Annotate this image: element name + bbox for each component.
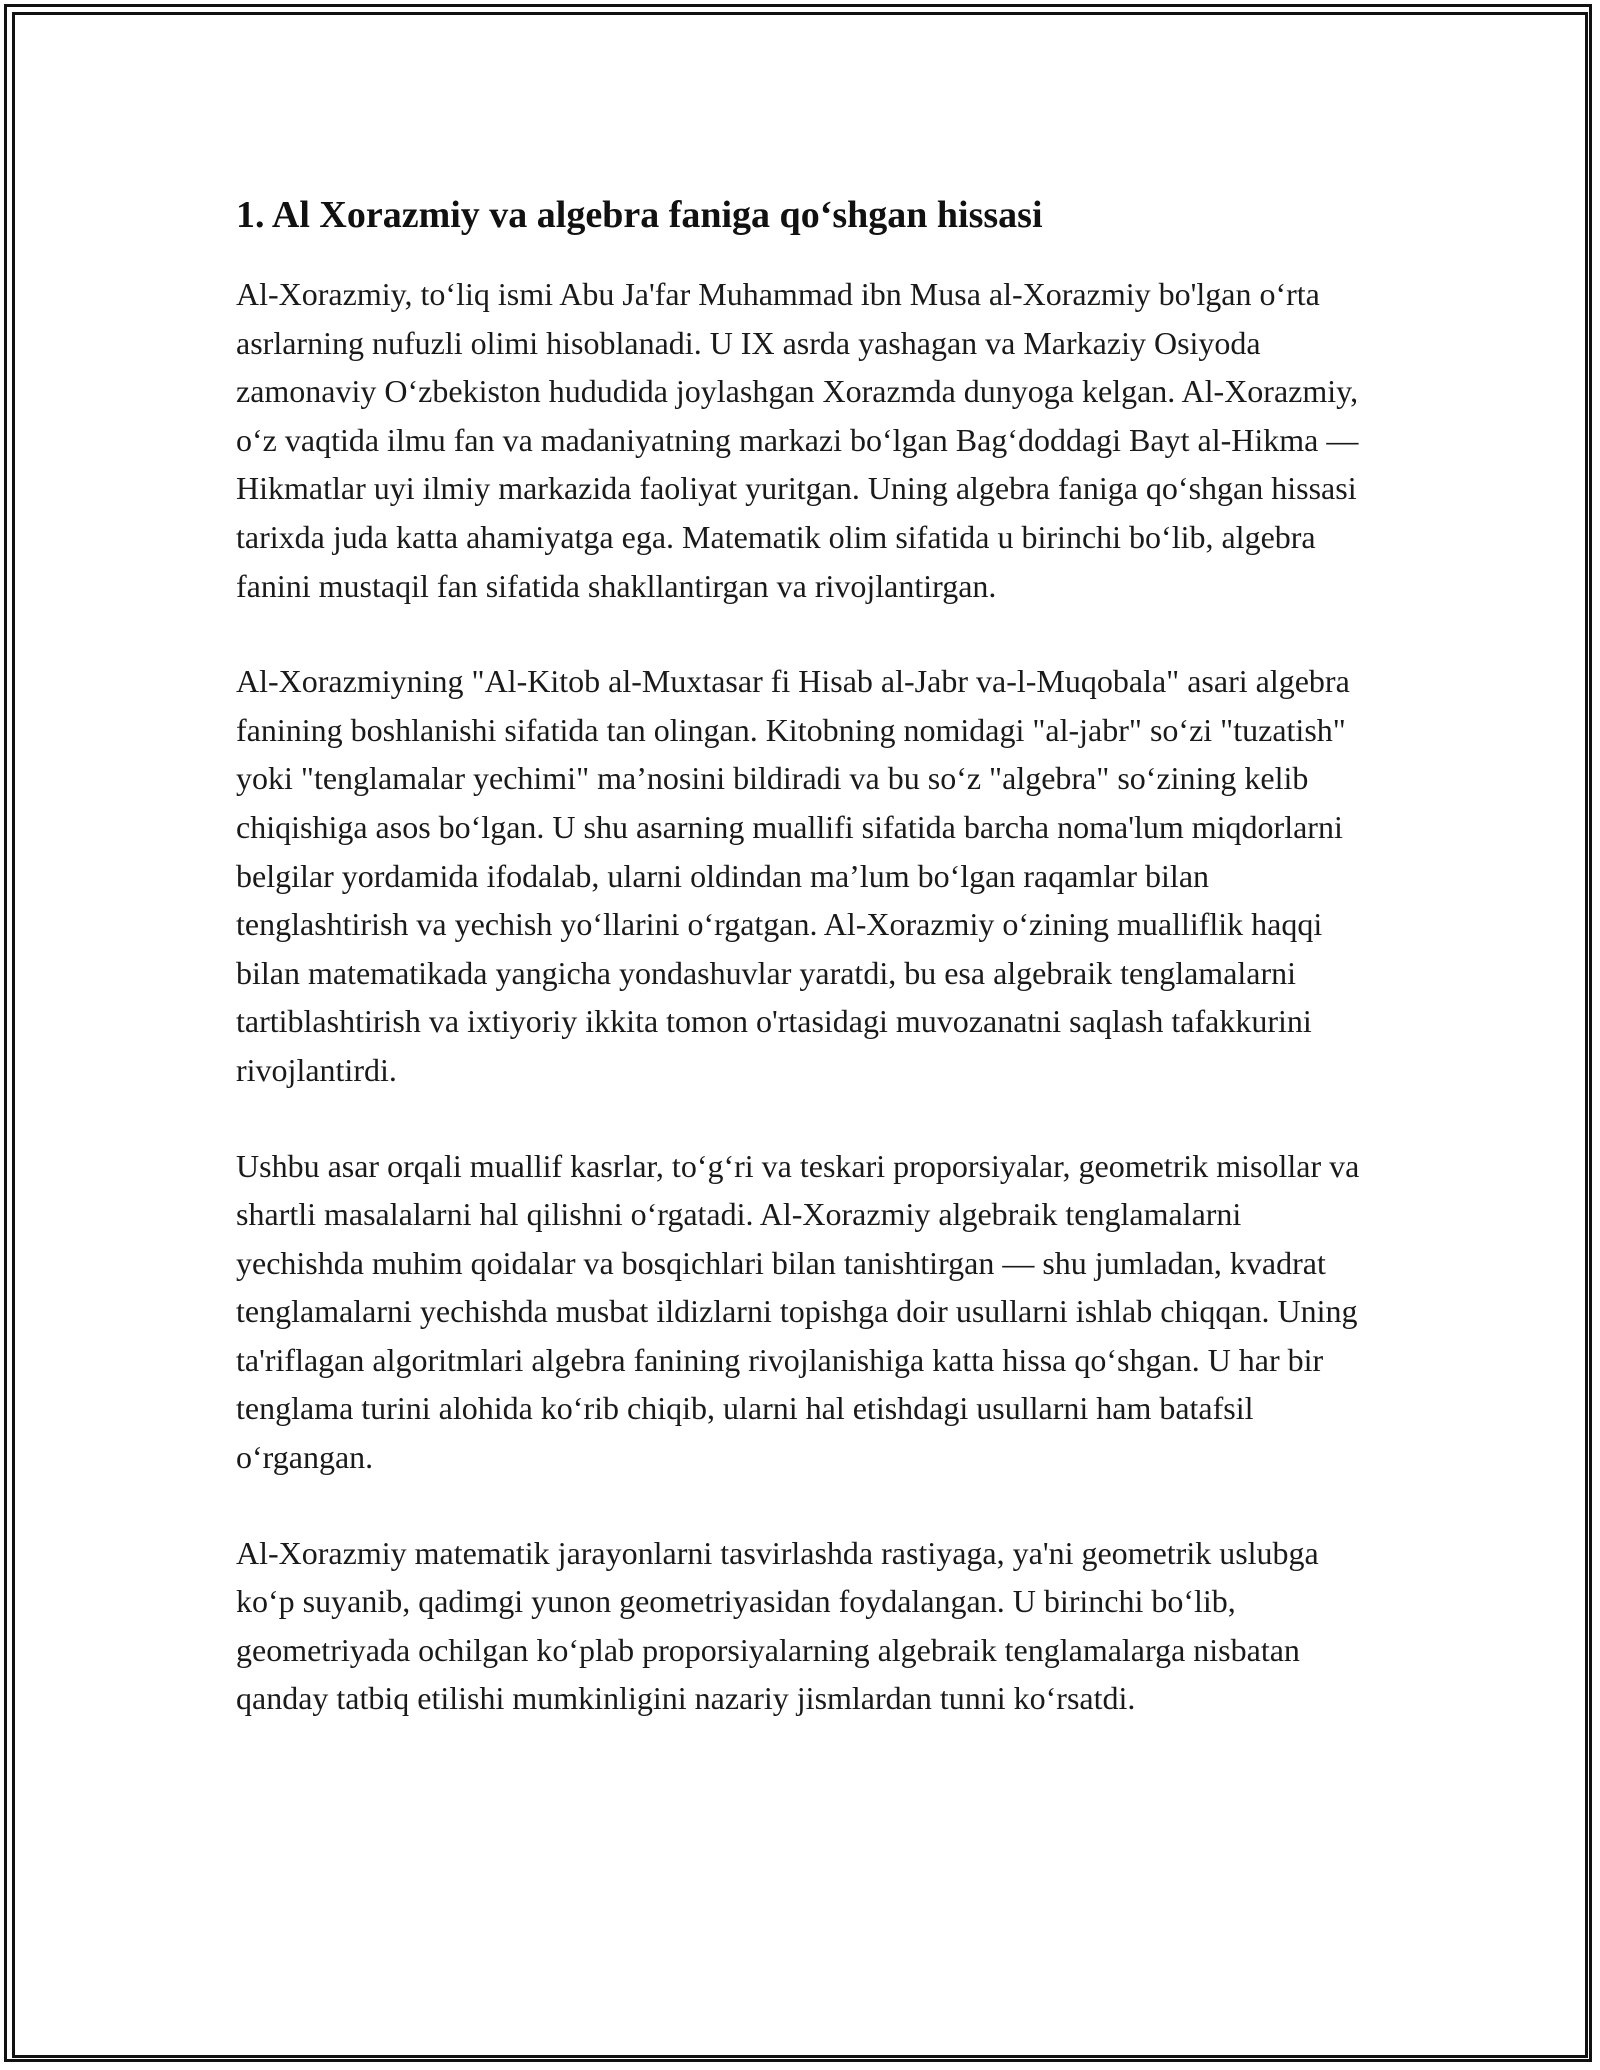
paragraph-2: Al-Xorazmiyning "Al-Kitob al-Muxtasar fi Hisab al-Jabr va-l-Muqobala" asari algebra fanining boshlanishi sifatida tan olingan. Kitobning nomidagi "al-jabr" so‘zi "tuzatish" yoki "tenglamalar yechimi" ma’nosini bildiradi va bu so‘z "algebra" so‘zining kelib chiqishiga asos bo‘lgan. U shu asarning muallifi sifatida barcha noma'lum miqdorlarni belgilar yordamida ifodalab, ularni oldindan ma’lum bo‘lgan raqamlar bilan tenglashtirish va yechish yo‘llarini o‘rgatgan. Al-Xorazmiy o‘zining mualliflik haqqi bilan matematikada yangicha yondashuvlar yaratdi, bu esa algebraik tenglamalarni tartiblashtirish va ixtiyoriy ikkita tomon o'rtasidagi muvozanatni saqlash tafakkurini rivojlantirdi. (236, 663, 1350, 1088)
paragraph-4: Al-Xorazmiy matematik jarayonlarni tasvirlashda rastiyaga, ya'ni geometrik uslubga ko‘p suyanib, qadimgi yunon geometriyasidan foydalangan. U birinchi bo‘lib, geometriyada ochilgan ko‘plab proporsiyalarning algebraik tenglamalarga nisbatan qanday tatbiq etilishi mumkinligini nazariy jismlardan tunni ko‘rsatdi. (236, 1534, 1319, 1717)
document-body (236, 188, 1366, 1770)
paragraph-1: Al-Xorazmiy, to‘liq ismi Abu Ja'far Muhammad ibn Musa al-Xorazmiy bo'lgan o‘rta asrlarning nufuzli olimi hisoblanadi. U IX asrda yashagan va Markaziy Osiyoda zamonaviy O‘zbekiston hududida joylashgan Xorazmda dunyoga kelgan. Al-Xorazmiy, o‘z vaqtida ilmu fan va madaniyatning markazi bo‘lgan Bag‘doddagi Bayt al-Hikma — Hikmatlar uyi ilmiy markazida faoliyat yuritgan. Uning algebra faniga qo‘shgan hissasi tarixda juda katta ahamiyatga ega. Matematik olim sifatida u birinchi bo‘lib, algebra fanini mustaqil fan sifatida shakllantirgan va rivojlantirgan. (236, 276, 1359, 604)
paragraph-3: Ushbu asar orqali muallif kasrlar, to‘g‘ri va teskari proporsiyalar, geometrik misollar va shartli masalalarni hal qilishni o‘rgatadi. Al-Xorazmiy algebraik tenglamalarni yechishda muhim qoidalar va bosqichlari bilan tanishtirgan — shu jumladan, kvadrat tenglamalarni yechishda musbat ildizlarni topishga doir usullarni ishlab chiqqan. Uning ta'riflagan algoritmlari algebra fanining rivojlanishiga katta hissa qo‘shgan. U har bir tenglama turini alohida ko‘rib chiqib, ularni hal etishdagi usullarni ham batafsil o‘rgangan. (236, 1147, 1360, 1476)
document-title: 1. Al Xorazmiy va algebra faniga qo‘shgan hissasi (236, 194, 1043, 236)
